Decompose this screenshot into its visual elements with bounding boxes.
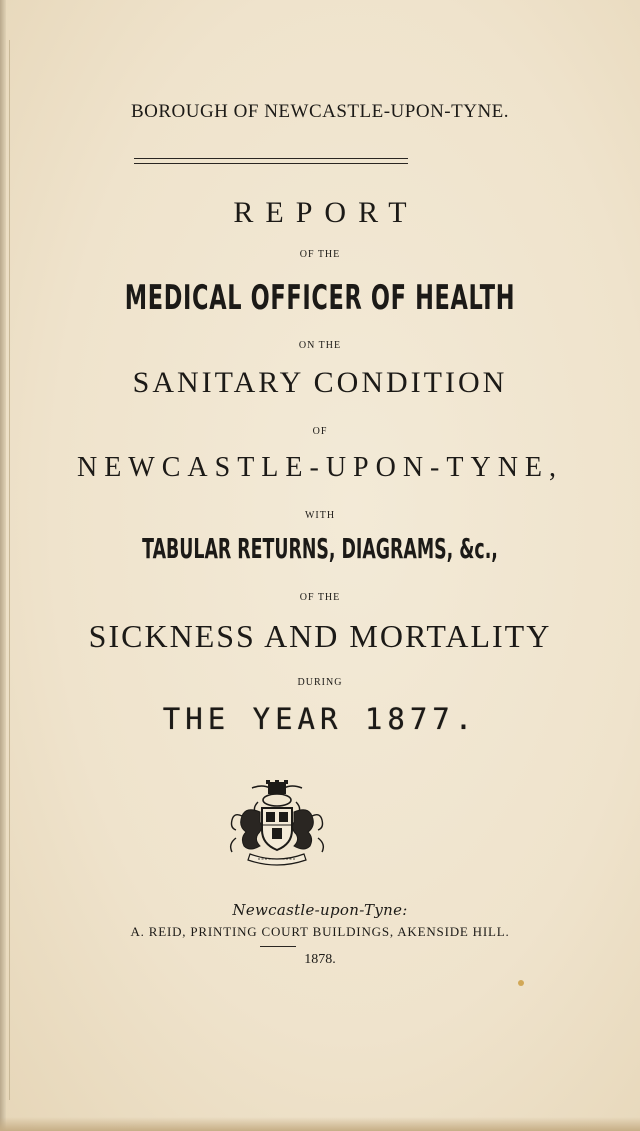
newcastle-coat-of-arms-icon — [222, 778, 332, 868]
connector-of-the-2: OF THE — [299, 592, 341, 603]
report-title: REPORT — [233, 196, 419, 229]
year-heading: THE YEAR 1877. — [162, 702, 478, 736]
borough-header: BOROUGH OF NEWCASTLE-UPON-TYNE. — [130, 101, 510, 122]
medical-officer-heading: MEDICAL OFFICER OF HEALTH — [124, 278, 516, 318]
short-rule — [260, 946, 296, 947]
imprint-printer: A. REID, PRINTING COURT BUILDINGS, AKENSIDE HILL. — [130, 924, 510, 939]
page-bottom-edge — [0, 1117, 640, 1131]
sickness-mortality-heading: SICKNESS AND MORTALITY — [88, 618, 552, 654]
paper-stain — [518, 980, 524, 986]
double-rule — [134, 158, 408, 164]
sanitary-condition-heading: SANITARY CONDITION — [132, 366, 508, 399]
connector-of: OF — [312, 426, 328, 437]
connector-with: WITH — [304, 510, 336, 521]
connector-during: DURING — [297, 677, 343, 688]
tabular-returns-heading: TABULAR RETURNS, DIAGRAMS, &c., — [142, 532, 498, 565]
imprint-place: Newcastle-upon-Tyne: — [232, 901, 408, 919]
imprint-year: 1878. — [304, 952, 336, 967]
connector-on-the: ON THE — [298, 340, 342, 351]
connector-of-the: OF THE — [299, 249, 341, 260]
place-name-heading: NEWCASTLE-UPON-TYNE, — [76, 452, 564, 483]
